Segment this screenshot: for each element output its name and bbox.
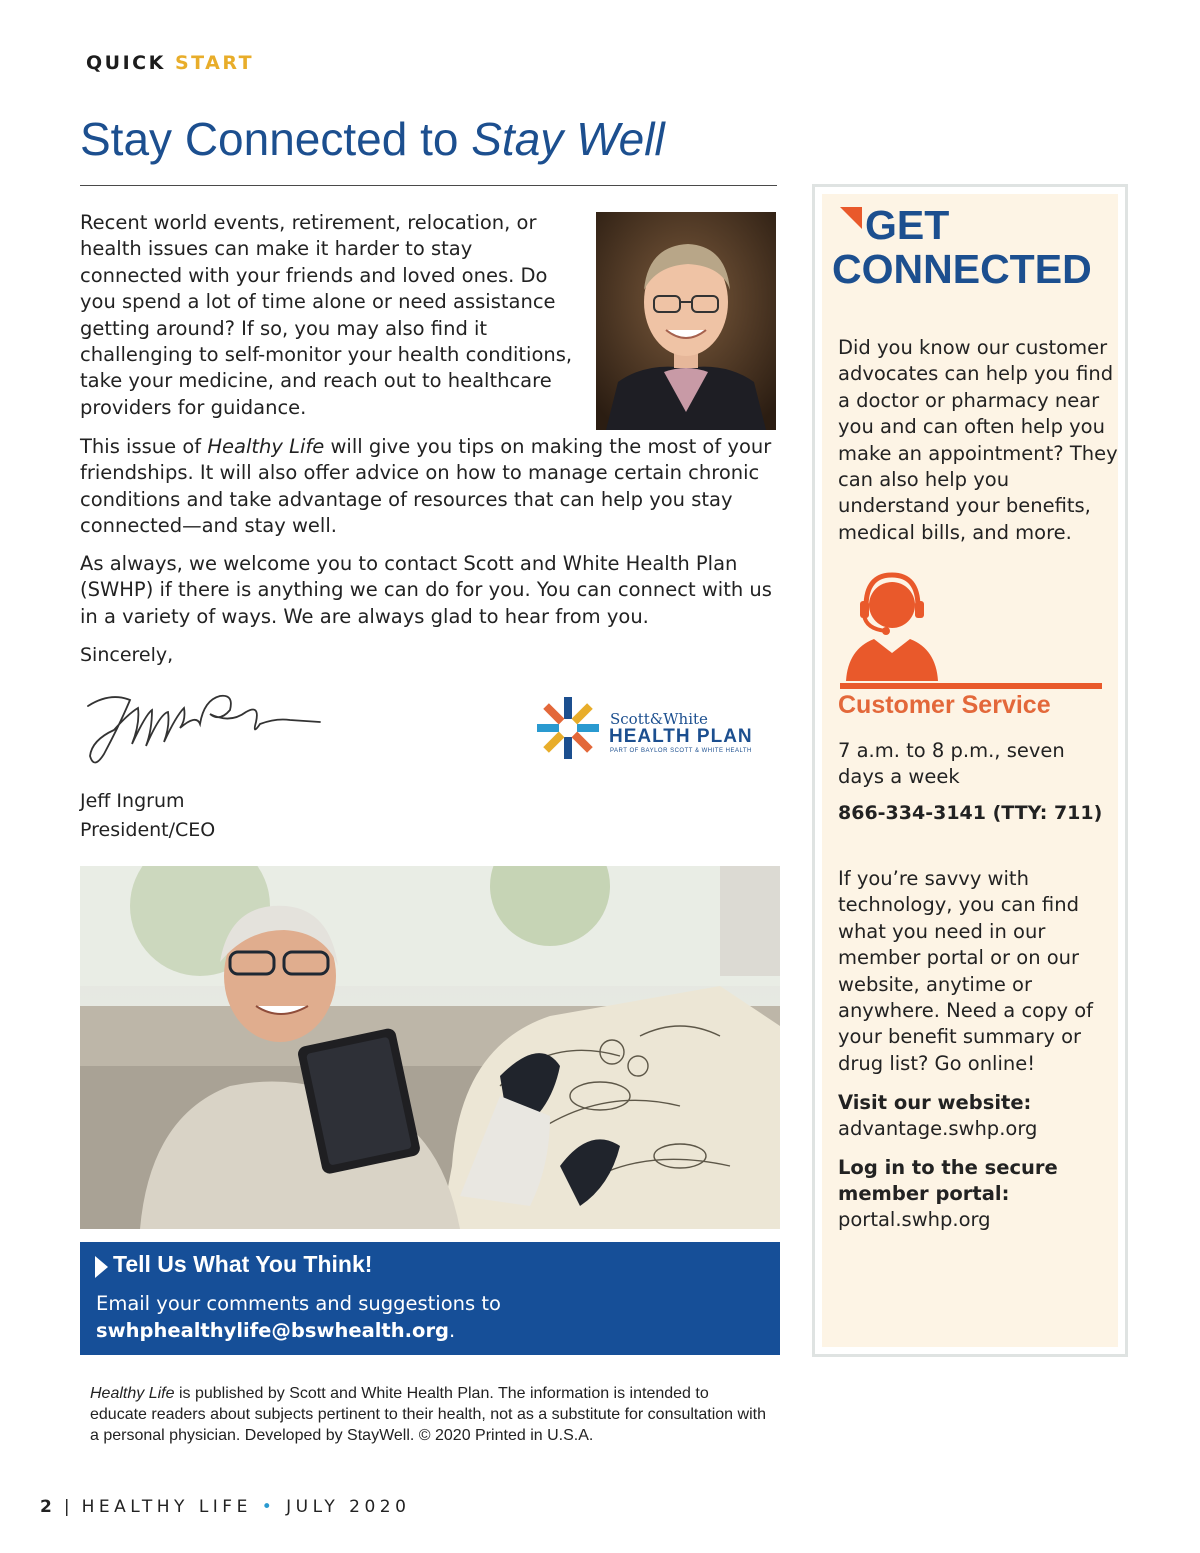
title-divider <box>80 185 777 186</box>
title-italic: Stay Well <box>471 113 665 165</box>
kicker-quick: QUICK <box>86 52 166 74</box>
corner-flag-icon <box>840 207 862 229</box>
customer-service-heading: Customer Service <box>838 691 1051 719</box>
logo-plan-line: HEALTH PLAN <box>609 726 753 747</box>
signer-title: President/CEO <box>80 819 216 841</box>
publisher-note <box>90 1383 770 1446</box>
page-title <box>80 112 665 166</box>
kicker-start: START <box>174 52 255 74</box>
signature-image <box>80 684 330 774</box>
letter-paragraph-2 <box>80 434 780 540</box>
ceo-portrait <box>596 212 776 430</box>
publisher-italic: Healthy Life <box>90 1385 175 1402</box>
sidebar-heading-line-2: CONNECTED <box>832 246 1092 292</box>
footer-divider: | <box>63 1497 70 1517</box>
publication-name: HEALTHY LIFE <box>81 1497 252 1517</box>
feedback-email-link[interactable]: swhphealthylife@bswhealth.org <box>96 1319 450 1342</box>
p2-rest: will give you tips on making the most of your friendships. It will also offer advice on how to manage certain chronic conditions and take advantage of resources that can help you stay connected—and stay well. <box>80 435 772 538</box>
logo-tagline: PART OF BAYLOR SCOTT & WHITE HEALTH <box>610 748 752 754</box>
p2-publication-name: Healthy Life <box>207 435 325 458</box>
section-kicker <box>86 52 254 74</box>
sidebar-intro: Did you know our customer advocates can help you find a doctor or pharmacy near you and can often help you make an appointment? They can also help you understand your benefits, medical bills, and more. <box>838 336 1118 544</box>
feedback-heading: Tell Us What You Think! <box>113 1251 373 1277</box>
customer-service-hours: 7 a.m. to 8 p.m., seven days a week <box>838 739 1065 789</box>
portal-label-line-1: Log in to the secure <box>838 1156 1058 1179</box>
letter-paragraph-3: As always, we welcome you to contact Scott and White Health Plan (SWHP) if there is anything we can do for you. You can connect with us in a variety of ways. We are always glad to hear from you. <box>80 552 772 628</box>
sidebar-panel <box>822 194 1118 1347</box>
letter-closing: Sincerely, <box>80 644 174 666</box>
man-with-tablet-photo <box>80 866 780 1229</box>
page-footer <box>40 1497 410 1517</box>
play-arrow-icon <box>95 1256 108 1278</box>
publisher-text: is published by Scott and White Health Plan. The information is intended to educate readers about subjects pertinent to their health, not as a substitute for consultation with a personal physician. Developed by StayWell. © 2020 Printed in U.S.A. <box>90 1385 766 1444</box>
customer-service-agent-icon <box>840 569 1102 689</box>
customer-service-phone[interactable]: 866-334-3141 (TTY: 711) <box>838 802 1103 824</box>
p2-lead: This issue of <box>80 435 208 458</box>
sidebar-tech-paragraph: If you’re savvy with technology, you can find what you need in our member portal or on our website, anytime or anywhere. Need a copy of your benefit summary or drug list? Go online! <box>838 867 1094 1075</box>
sidebar-heading-line-1: GET <box>865 202 950 248</box>
footer-bullet: • <box>261 1497 277 1517</box>
signer-name: Jeff Ingrum <box>80 790 185 812</box>
website-link[interactable]: advantage.swhp.org <box>838 1117 1038 1140</box>
page-number: 2 <box>40 1497 52 1517</box>
swhp-logo-mark <box>535 695 601 761</box>
feedback-prompt: Email your comments and suggestions to <box>96 1292 501 1315</box>
letter-paragraph-1: Recent world events, retirement, relocation, or health issues can make it harder to stay connected with your friends and loved ones. Do you spend a lot of time alone or need assistance getting around? If so, you may also find it challenging to self-monitor your health conditions, take your medicine, and reach out to healthcare providers for guidance. <box>80 211 573 419</box>
feedback-email-line <box>96 1319 455 1342</box>
title-plain: Stay Connected to <box>80 113 472 165</box>
portal-label-line-2: member portal: <box>838 1182 1010 1205</box>
website-label: Visit our website: <box>838 1091 1032 1114</box>
get-connected-sidebar <box>812 184 1128 1357</box>
feedback-email-period: . <box>449 1319 456 1342</box>
portal-link[interactable]: portal.swhp.org <box>838 1208 991 1231</box>
logo-brand-line: Scott&White <box>610 710 708 728</box>
feedback-banner <box>80 1242 780 1355</box>
issue-date: JULY 2020 <box>286 1497 411 1517</box>
